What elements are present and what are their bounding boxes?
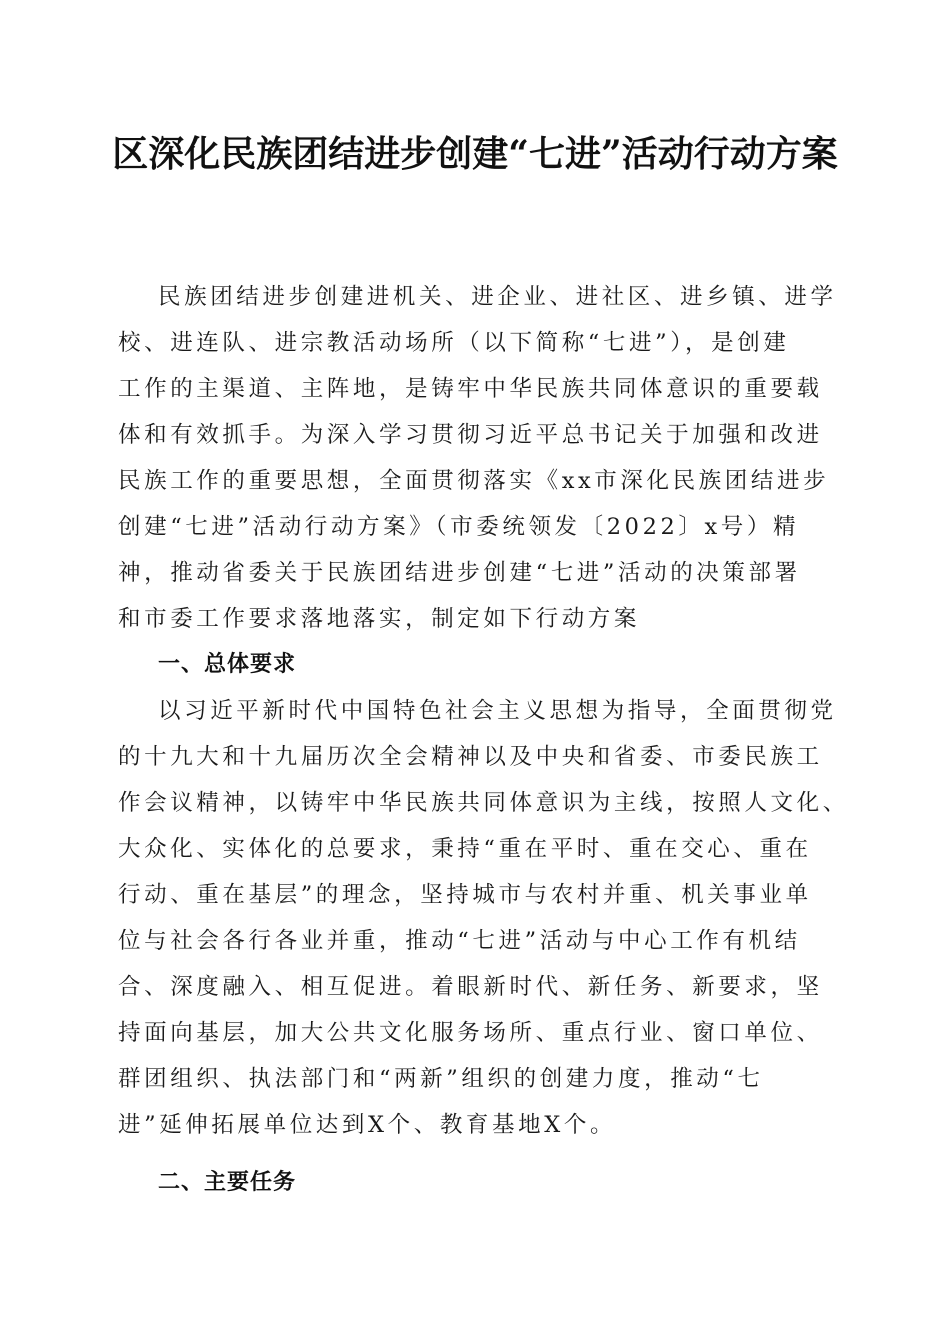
paragraph-line: 神，推动省委关于民族团结进步创建“七进”活动的决策部署 bbox=[118, 560, 801, 586]
paragraph-line: 位与社会各行各业并重，推动“七进”活动与中心工作有机结 bbox=[118, 928, 801, 954]
paragraph-line: 进”延伸拓展单位达到X个、教育基地X个。 bbox=[118, 1112, 617, 1138]
paragraph-line: 工作的主渠道、主阵地，是铸牢中华民族共同体意识的重要载 bbox=[118, 376, 823, 402]
spacer bbox=[118, 1148, 833, 1160]
paragraph-line: 校、进连队、进宗教活动场所（以下简称“七进”），是创建 bbox=[118, 330, 790, 356]
document-title: 区深化民族团结进步创建“七进”活动行动方案 bbox=[112, 133, 838, 175]
paragraph-line: 民族团结进步创建进机关、进企业、进社区、进乡镇、进学 bbox=[158, 284, 837, 310]
overall-requirements-paragraph bbox=[118, 688, 849, 1148]
paragraph-line: 创建“七进”活动行动方案》（市委统领发〔2022〕x号）精 bbox=[118, 514, 800, 540]
intro-paragraph bbox=[118, 274, 837, 642]
paragraph-line: 群团组织、执法部门和“两新”组织的创建力度，推动“七 bbox=[118, 1066, 764, 1092]
paragraph-line: 大众化、实体化的总要求，秉持“重在平时、重在交心、重在 bbox=[118, 836, 812, 862]
paragraph-line: 的十九大和十九届历次全会精神以及中央和省委、市委民族工 bbox=[118, 744, 823, 770]
paragraph-line: 民族工作的重要思想，全面贯彻落实《xx市深化民族团结进步 bbox=[118, 468, 830, 494]
paragraph-line: 合、深度融入、相互促进。着眼新时代、新任务、新要求，坚 bbox=[118, 974, 823, 1000]
paragraph-line: 和市委工作要求落地落实，制定如下行动方案 bbox=[118, 606, 641, 632]
document-body bbox=[118, 274, 849, 1206]
paragraph-line: 以习近平新时代中国特色社会主义思想为指导，全面贯彻党 bbox=[158, 698, 837, 724]
section-heading-main-tasks: 二、主要任务 bbox=[158, 1170, 297, 1195]
section-heading-overall-requirements: 一、总体要求 bbox=[158, 652, 297, 677]
paragraph-line: 行动、重在基层”的理念，坚持城市与农村并重、机关事业单 bbox=[118, 882, 812, 908]
paragraph-line: 体和有效抓手。为深入学习贯彻习近平总书记关于加强和改进 bbox=[118, 422, 823, 448]
paragraph-line: 作会议精神，以铸牢中华民族共同体意识为主线，按照人文化、 bbox=[118, 790, 849, 816]
paragraph-line: 持面向基层，加大公共文化服务场所、重点行业、窗口单位、 bbox=[118, 1020, 823, 1046]
